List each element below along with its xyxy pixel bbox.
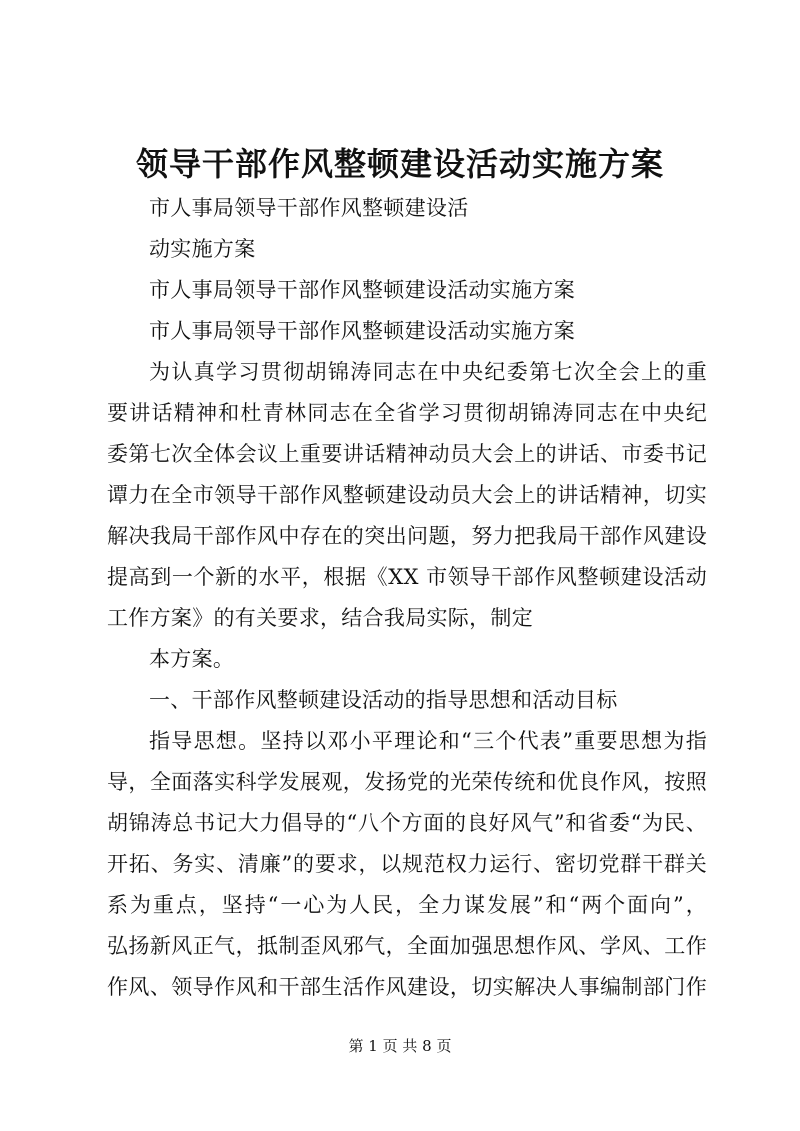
document-body — [107, 188, 707, 1008]
text-line: 为认真学习贯彻胡锦涛同志在中央纪委第七次全会上的重 — [149, 360, 707, 384]
text-line: 解决我局干部作风中存在的突出问题，努力把我局干部作风建设 — [107, 524, 707, 548]
text-line: 工作方案》的有关要求，结合我局实际，制定 — [107, 606, 533, 630]
text-line: 要讲话精神和杜青林同志在全省学习贯彻胡锦涛同志在中央纪 — [107, 401, 707, 425]
text-line: 本方案。 — [149, 647, 235, 671]
text-line: 一、干部作风整顿建设活动的指导思想和活动目标 — [149, 688, 618, 712]
text-line: 市人事局领导干部作风整顿建设活 — [149, 196, 469, 220]
text-line: 提高到一个新的水平，根据《XX 市领导干部作风整顿建设活动 — [107, 565, 707, 589]
text-line: 开拓、务实、清廉”的要求，以规范权力运行、密切党群干群关 — [107, 852, 707, 876]
text-line: 市人事局领导干部作风整顿建设活动实施方案 — [149, 278, 575, 302]
text-line: 市人事局领导干部作风整顿建设活动实施方案 — [149, 319, 575, 343]
document-title: 领导干部作风整顿建设活动实施方案 — [135, 145, 664, 183]
page-footer: 第 1 页 共 8 页 — [348, 1037, 452, 1055]
text-line: 动实施方案 — [149, 237, 256, 261]
text-line: 谭力在全市领导干部作风整顿建设动员大会上的讲话精神，切实 — [107, 483, 707, 507]
text-line: 委第七次全体会议上重要讲话精神动员大会上的讲话、市委书记 — [107, 442, 707, 466]
text-line: 弘扬新风正气，抵制歪风邪气，全面加强思想作风、学风、工作 — [107, 934, 707, 958]
text-line: 胡锦涛总书记大力倡导的“八个方面的良好风气”和省委“为民、 — [107, 811, 707, 835]
text-line: 系为重点，坚持“一心为人民，全力谋发展”和“两个面向”， — [107, 893, 707, 917]
text-line: 指导思想。坚持以邓小平理论和“三个代表”重要思想为指 — [149, 729, 707, 753]
text-line: 导，全面落实科学发展观，发扬党的光荣传统和优良作风，按照 — [107, 770, 707, 794]
text-line: 作风、领导作风和干部生活作风建设，切实解决人事编制部门作 — [107, 975, 707, 999]
